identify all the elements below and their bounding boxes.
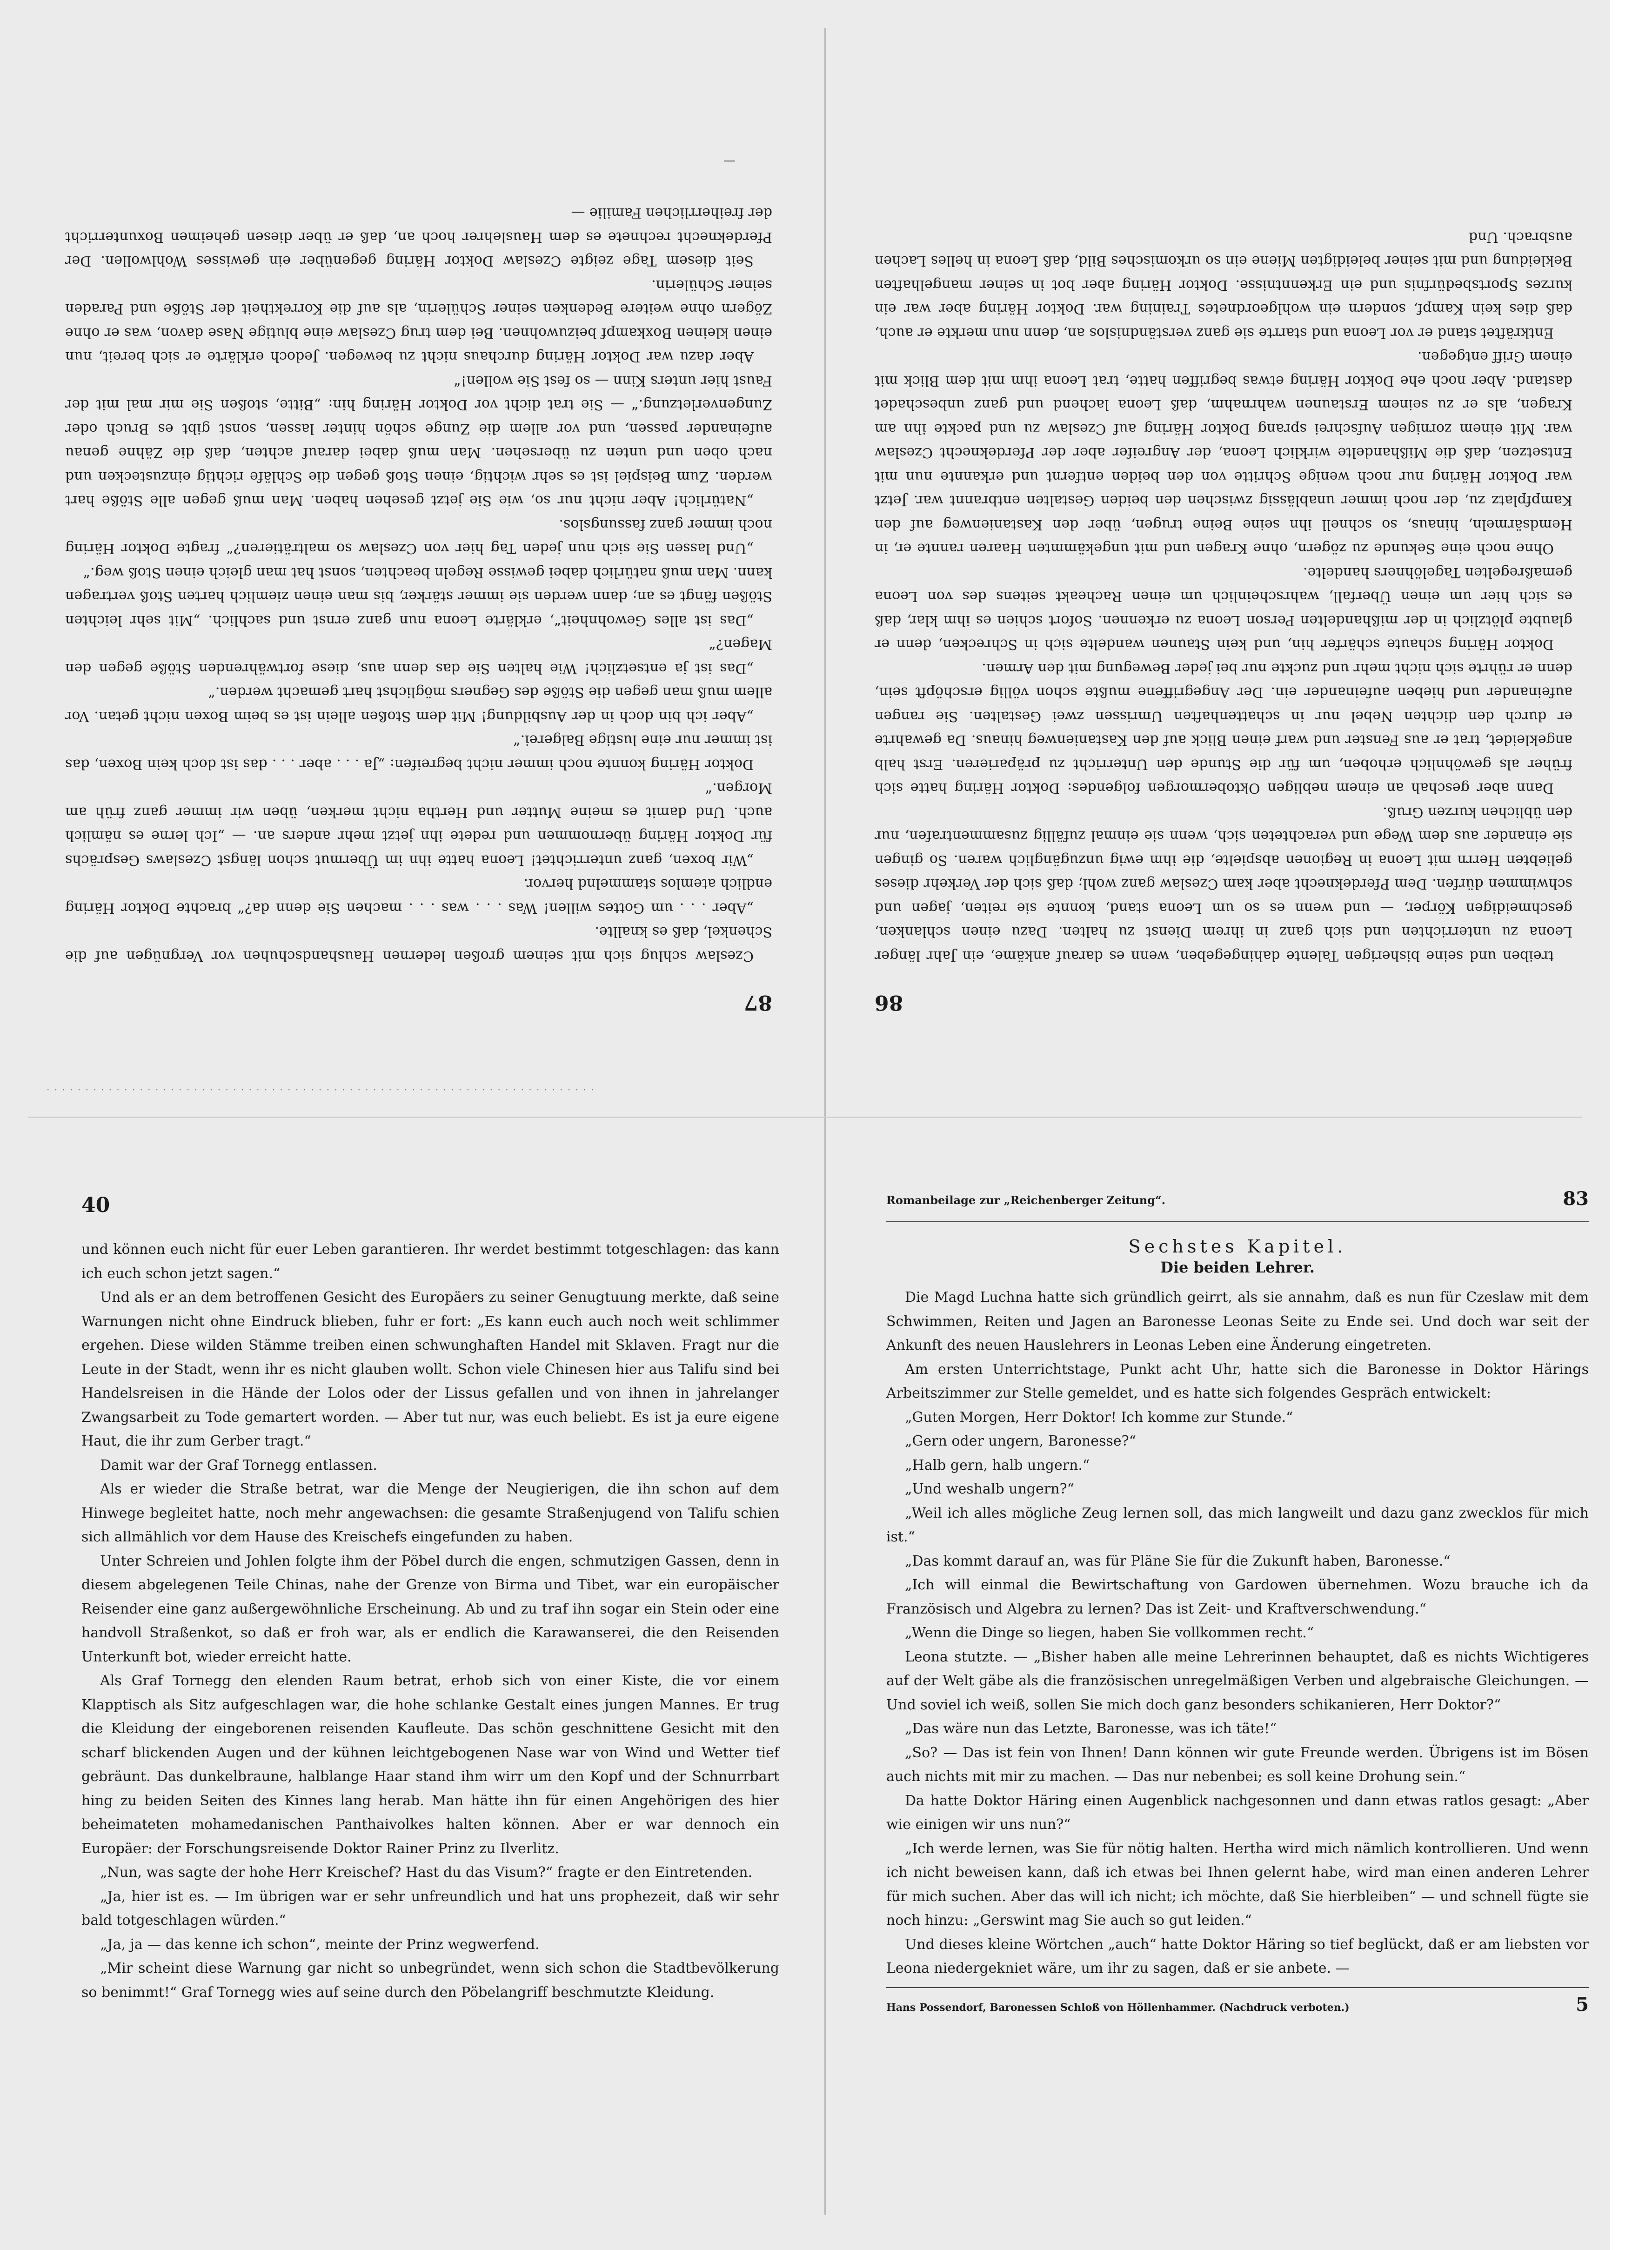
paragraph: Am ersten Unterrichtstage, Punkt acht Uhr, hatte sich die Baronesse in Doktor Härings Arbeitszimmer zur Stelle gemeldet, und es hatte sich folgendes Gespräch entwickelt: — [886, 1361, 1589, 1401]
paragraph: „Ich will einmal die Bewirtschaftung von Gardowen übernehmen. Wozu brauche ich da Französisch und Algebra zu lernen? Das ist Zeit- und Kraftverschwendung.“ — [886, 1577, 1589, 1617]
paragraph: Die Magd Luchna hatte sich gründlich geirrt, als sie annahm, daß es nun für Czeslaw mit dem Schwimmen, Reiten und Jagen an Baronesse Leonas Seite zu Ende sei. Und doch war seit der Ankunft des neuen Hauslehrers in Leonas Leben eine Änderung eingetreten. — [886, 1289, 1589, 1353]
signature-number: 5 — [1576, 1993, 1589, 2016]
paragraph: „So? — Das ist fein von Ihnen! Dann können wir gute Freunde werden. Übrigens ist im Bösen auch nichts mit mir zu machen. — Das nur nebenbei; es soll keine Drohung sein.“ — [886, 1744, 1589, 1785]
chapter-subtitle: Die beiden Lehrer. — [1160, 1259, 1315, 1276]
page-number: 86 — [875, 991, 903, 1014]
lower-right-page — [886, 1188, 1589, 2077]
page-header — [886, 1188, 1589, 1222]
paragraph: „Und lassen Sie sich nun jeden Tag hier von Czeslaw so malträtieren?“ fragte Doktor Häring noch immer ganz fassungslos. — [65, 516, 772, 557]
paragraph: „Aber ich bin doch in der Ausbildung! Mit dem Stoßen allein ist es beim Boxen nicht getan. Vor allem muß man gegen die Stöße des Gegners möglichst hart gemacht werden.“ — [65, 684, 772, 724]
upper-right-page — [875, 79, 1572, 1014]
upper-left-page — [65, 79, 772, 1014]
paragraph: Ohne noch eine Sekunde zu zögern, ohne Kragen und mit ungekämmten Haaren rannte er, in Hemdsärmeln, hinaus, so schnell ihn seine Beine trugen, über den Kastanienweg auf den Kampfplatz zu, der noch immer unablässig zwischen den beiden Gestalten entbrannt war. Jetzt war Doktor Häring nur noch wenige Schritte von den beiden entfernt und erkannte nun mit Entsetzen, daß die Mißhandelte wirklich Leona, der Angreifer aber der Pferdeknecht Czeslaw war. Mit einem zornigen Aufschrei sprang Doktor Häring auf Czeslaw zu und packte ihn am Kragen, als er zu seinem Erstaunen wahrnahm, daß Leona lachend und ganz unbeschadet dastand. Aber noch ehe Doktor Häring etwas begriffen hatte, trat Leona ihm mit dem Blick mit einem Griff entgegen. — [875, 348, 1572, 557]
paragraph: Und dieses kleine Wörtchen „auch“ hatte Doktor Häring so tief beglückt, daß er am liebsten vor Leona niedergekniet wäre, um ihr zu sagen, daß er sie anbete. — — [886, 1936, 1589, 1976]
paragraph: Doktor Häring schaute schärfer hin, und kein Staunen wandelte sich in Schrecken, denn er glaubte plötzlich in der mißhandelten Person Leona zu erkennen. Sofort schien es ihm klar, daß es sich hier um einen Überfall, wahrscheinlich um einen Racheakt seitens des von Leona gemaßregelten Tagelöhners handelte. — [875, 564, 1572, 653]
page-body — [81, 1193, 779, 2004]
paragraph: Leona stutzte. — „Bisher haben alle meine Lehrerinnen behauptet, daß es nichts Wichtigeres auf der Welt gäbe als die französischen unregelmäßigen Verben und algebraische Gleichungen. — Und soviel ich weiß, sollen Sie mich doch ganz besonders schikanieren, Herr Doktor?“ — [886, 1648, 1589, 1713]
page-body — [65, 201, 772, 1010]
paragraph: „Wenn die Dinge so liegen, haben Sie vollkommen recht.“ — [905, 1625, 1314, 1641]
paragraph: „Das kommt darauf an, was für Pläne Sie für die Zukunft haben, Baronesse.“ — [905, 1553, 1451, 1569]
chapter-title: Sechstes Kapitel. — [1128, 1236, 1347, 1257]
page-body — [875, 225, 1572, 1010]
paragraph: Unter Schreien und Johlen folgte ihm der Pöbel durch die engen, schmutzigen Gassen, denn in diesem abgelegenen Teile Chinas, nahe der Grenze von Birma und Tibet, war ein europäischer Reisender eine ganz außergewöhnliche Erscheinung. Ab und zu traf ihn sogar ein Stein oder eine handvoll Straßenkot, so daß er froh war, als er endlich die Karawanserei, die den Reisenden Unterkunft bot, wieder erreicht hatte. — [81, 1553, 779, 1665]
paragraph: „Das ist ja entsetzlich! Wie halten Sie das denn aus, diese fortwährenden Stöße gegen den Magen?“ — [65, 636, 772, 676]
page-body — [886, 1286, 1589, 1981]
paragraph: Da hatte Doktor Häring einen Augenblick nachgesonnen und dann etwas ratlos gesagt: „Aber wie einigen wir uns nun?“ — [886, 1792, 1589, 1833]
paragraph: Als Graf Tornegg den elenden Raum betrat, erhob sich von einer Kiste, die vor einem Klapptisch als Sitz aufgeschlagen war, die hohe schlanke Gestalt eines jungen Mannes. Er trug die Kleidung der eingeborenen reisenden Kaufleute. Das schön geschnittene Gesicht mit den scharf blickenden Augen und der kühnen leichtgebogenen Nase war von Wind und Wetter tief gebräunt. Das dunkelbraune, halblange Haar stand ihm wirr um den Kopf und der Schnurrbart hing zu beiden Seiten des Kinnes lang herab. Man hätte ihn für einen Angehörigen des hier beheimateten mohamedanischen Panthaivolkes halten können. Aber er war dennoch ein Europäer: der Forschungsreisende Doktor Rainer Prinz zu Ilverlitz. — [81, 1673, 779, 1857]
paragraph: „Ich werde lernen, was Sie für nötig halten. Hertha wird mich nämlich kontrollieren. Und wenn ich nicht beweisen kann, daß ich etwas bei Ihnen gelernt habe, wird man einen anderen Lehrer für mich suchen. Aber das will ich nicht; ich möchte, daß Sie hierbleiben“ — und schnell fügte sie noch hinzu: „Gerswint mag Sie auch so gut leiden.“ — [886, 1840, 1589, 1929]
paragraph: „Wir boxen, ganz unterrichtet! Leona hatte ihn im Übermut schon längst Czeslaws Gesprächs für Doktor Häring übernommen und redete ihn jetzt mehr anders an. — „Ich lerne es nämlich auch. Und damit es meine Mutter und Hertha nicht merken, üben wir immer ganz früh am Morgen.“ — [65, 780, 772, 868]
paragraph: Und als er an dem betroffenen Gesicht des Europäers zu seiner Genugtuung merkte, daß seine Warnungen nicht ohne Eindruck blieben, fuhr er fort: „Es kann euch auch noch weit schlimmer ergehen. Diese wilden Stämme treiben einen schwunghaften Handel mit Sklaven. Fragt nur die Leute in der Stadt, wenn ihr es nicht glauben wollt. Schon viele Chinesen hier aus Talifu sind bei Handelsreisen in die Hände der Lolos oder der Lissus gefallen und von ihnen in jahrelanger Zwangsarbeit zu Tode gemartert worden. — Aber tut nur, was euch beliebt. Es ist ja eure eigene Haut, die ihr zum Gerber tragt.“ — [81, 1289, 779, 1449]
paragraph: „Das ist alles Gewohnheit“, erklärte Leona nun ganz ernst und sachlich. „Mit sehr leichten Stößen fängt es an; dann werden sie immer stärker, bis man einen ziemlich harten Stoß vertragen kann. Man muß natürlich dabei gewisse Regeln beachten, sonst hat man gleich einen Stoß weg.“ — [65, 564, 772, 629]
paragraph: „Guten Morgen, Herr Doktor! Ich komme zur Stunde.“ — [905, 1409, 1293, 1426]
paragraph: „Gern oder ungern, Baronesse?“ — [905, 1433, 1137, 1449]
author-credit: Hans Possendorf, Baronessen Schloß von Höllenhammer. (Nachdruck verboten.) — [886, 2001, 1350, 2014]
margin-mark: — — [723, 154, 736, 167]
middle-bleedthrough-strip: · · · · · · · · · · · · · · · · · · · · · · · · · · · · · · · · · · · · · · · · · · · · · · · · · · · · · · · · · · · · · · · · · · · · · · · — [47, 1084, 595, 1095]
paragraph: Seit diesem Tage zeigte Czeslaw Doktor Häring gegenüber ein gewisses Wohlwollen. Der Pferdeknecht rechnete es dem Hauslehrer hoch an, daß er über diesen geheimen Boxunterricht der freiherrlichen Familie — — [65, 205, 772, 269]
lower-left-page — [81, 1193, 779, 2077]
paragraph: „Mir scheint diese Warnung gar nicht so unbegründet, wenn sich schon die Stadtbevölkerung so benimmt!“ Graf Tornegg wies auf seine durch den Pöbelangriff beschmutzte Kleidung. — [81, 1960, 779, 2001]
paragraph: Czeslaw schlug sich mit seinem großen ledernen Haushandschuhen vor Vergnügen auf die Schenkel, daß es knallte. — [65, 924, 772, 964]
paragraph: „Ja, hier ist es. — Im übrigen war er sehr unfreundlich und hat uns prophezeit, daß wir sehr bald totgeschlagen würden.“ — [81, 1888, 779, 1929]
supplement-title: Romanbeilage zur „Reichenberger Zeitung“. — [886, 1193, 1166, 1207]
scan-margin — [1610, 0, 1652, 2250]
paragraph: „Aber . . . um Gottes willen! Was . . . was . . . machen Sie denn da?“ brachte Doktor Häring endlich atemlos stammelnd hervor. — [65, 876, 772, 916]
page-number: 87 — [743, 991, 772, 1014]
paragraph: Als er wieder die Straße betrat, war die Menge der Neugierigen, die ihn schon auf dem Hinwege begleitet hatte, noch mehr angewachsen: die gesamte Straßenjugend von Talifu schien sich allmählich vor dem Hause des Kreischefs eingefunden zu haben. — [81, 1481, 779, 1545]
paragraph: und können euch nicht für euer Leben garantieren. Ihr werdet bestimmt totgeschlagen: das kann ich euch schon jetzt sagen.“ — [81, 1241, 779, 1282]
paragraph: „Das wäre nun das Letzte, Baronesse, was ich täte!“ — [905, 1721, 1277, 1737]
paragraph: Entkräftet stand er vor Leona und starrte sie ganz verständnislos an, denn nun merkte er auch, daß dies kein Kampf, sondern ein wohlgeordnetes Training war. Doktor Häring aber war ein kurzes Sportsbedürfnis und ein Erkenntnisse. Doktor Häring aber bot in seiner mangelhaften Bekleidung und mit seiner beleidigten Miene ein so urkomisches Bild, daß Leona in helles Lachen ausbrach. Und — [875, 229, 1572, 341]
paragraph: treiben und seine bisherigen Talente dahingegeben, wenn es darauf ankäme, ein Jahr länger Leona zu unterrichten und sich ganz in ihrem Dienst zu halten. Dazu einen schlanken, geschmeidigen Körper, — und wenn es so um Leona stand, konnte sie reiten, jagen und schwimmen dürfen. Dem Pferdeknecht aber kam Czeslaw ganz wohl; daß sich der Verkehr dieses geliebten Herrn mit Leona in Regionen abspielte, die ihm ewig unzugänglich waren. So gingen sie einander aus dem Wege und verachteten sich, wenn sie einmal zufällig zusammentrafen, nur den üblichen kurzen Gruß. — [875, 804, 1572, 964]
paragraph: „Halb gern, halb ungern.“ — [905, 1457, 1090, 1473]
paragraph: „Nun, was sagte der hohe Herr Kreischef? Hast du das Visum?“ fragte er den Eintretenden. — [100, 1864, 753, 1881]
paragraph: Doktor Häring konnte noch immer nicht begreifen: „Ja . . . aber . . . das ist doch kein Boxen, das ist immer nur eine lustige Balgerei.“ — [65, 732, 772, 772]
paragraph: Dann aber geschah an einem nebligen Oktobermorgen folgendes: Doktor Häring hatte sich früher als gewöhnlich erhoben, um für die Stunde den Unterricht zu präparieren. Erst halb angekleidet, trat er aus Fenster und warf einen Blick auf den Kastanienweg hinaus. Da gewahrte er durch den dichten Nebel nur in schattenhaften Umrissen zwei Gestalten. Sie rangen aufeinander und hieben aufeinander ein. Der Angegriffene mußte schon völlig erschöpft sein, denn er rührte sich nicht mehr und zuckte nur bei jeder Bewegung mit den Armen. — [875, 660, 1572, 797]
paragraph: Aber dazu war Doktor Häring durchaus nicht zu bewegen. Jedoch erklärte er sich bereit, nun einen kleinen Boxkampf beizuwohnen. Bei dem trug Czeslaw eine blutige Nase davon, was er ohne Zögern ohne weitere Bedenken seiner Schülerin, als auf die Korrektheit der Stöße und Paraden seiner Schülerin. — [65, 277, 772, 365]
paragraph: „Weil ich alles mögliche Zeug lernen soll, das mich langweilt und dazu ganz zwecklos für mich ist.“ — [886, 1505, 1589, 1545]
paragraph: Damit war der Graf Tornegg entlassen. — [100, 1457, 377, 1473]
paragraph: „Und weshalb ungern?“ — [905, 1481, 1074, 1497]
paragraph: „Ja, ja — das kenne ich schon“, meinte der Prinz wegwerfend. — [100, 1936, 540, 1953]
page-number: 83 — [1563, 1188, 1589, 1210]
paragraph: „Natürlich! Aber nicht nur so, wie Sie jetzt gesehen haben. Man muß gegen alle Stöße hart werden. Zum Beispiel ist es sehr wichtig, einen Stoß gegen die Schläfe richtig einzustecken und nach oben und unten zu übersehen. Man muß dabei darauf achten, daß die Zähne genau aufeinander passen, und vor allem die Zunge schön hinter lassen, sonst gibt es Bruch oder Zungenverletzung.“ — Sie trat dicht vor Doktor Häring hin: „Bitte, stoßen Sie mir mal mit der Faust hier unters Kinn — so fest Sie wollen!“ — [65, 373, 772, 509]
page-footer — [886, 1987, 1589, 2016]
page-number: 40 — [81, 1193, 110, 1217]
